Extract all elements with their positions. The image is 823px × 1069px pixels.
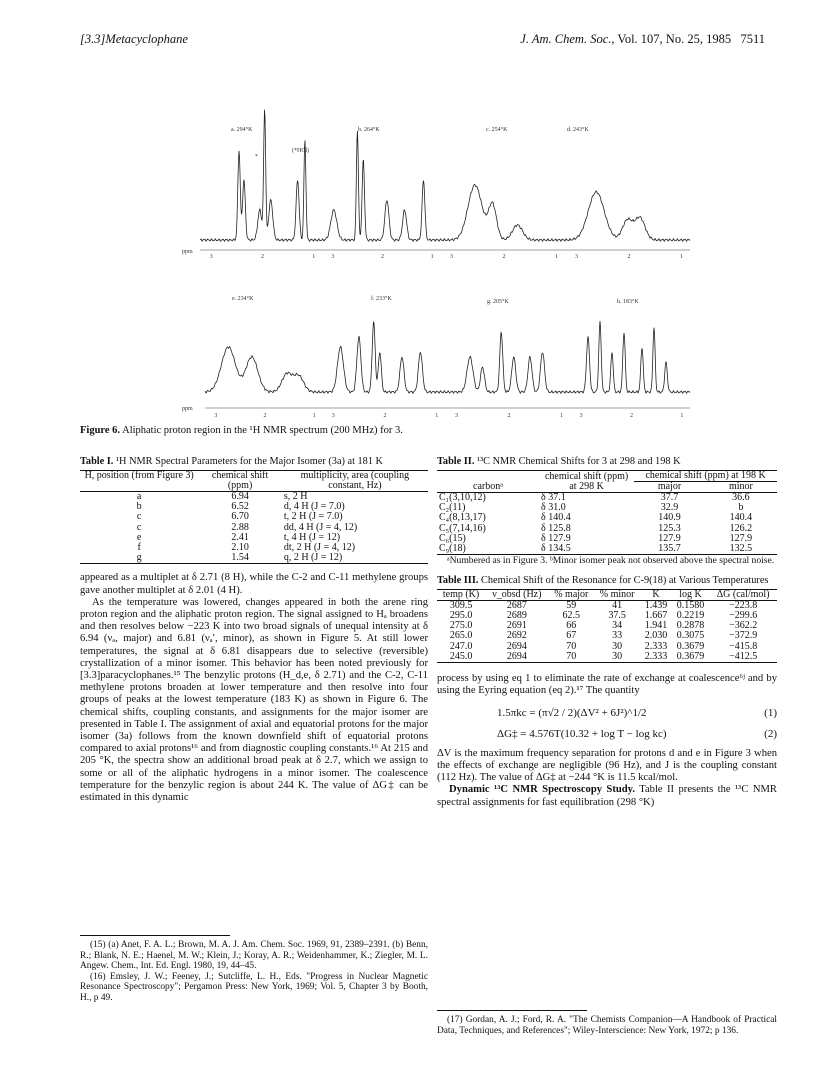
table1-cell: 6.70	[231, 511, 249, 523]
table3-cell: 70	[566, 640, 577, 652]
table2-cell: 140.9	[658, 512, 681, 524]
table3-cell: 247.0	[449, 640, 473, 652]
table3-cell: −362.2	[729, 620, 758, 632]
tick-label-bottom: 2	[630, 413, 633, 419]
table2-cell: C₅(7,14,16)	[439, 522, 486, 534]
right-paragraph-2: ΔV is the maximum frequency separation for protons d and e in Figure 3 when the effects of exchange are negligible (96 Hz), and J is the coupling constant (112 Hz). The value of ΔG‡ at −244 °K is 11.5 kcal/mol.	[437, 747, 777, 784]
table3-cell: 30	[612, 640, 623, 652]
table2-cell: δ 31.0	[541, 502, 566, 514]
table2-footnote: ᵃNumbered as in Figure 3. ᵇMinor isomer peak not observed above the spectral noise.	[447, 555, 775, 567]
equation-2-number: (2)	[764, 727, 777, 740]
tick-label-bottom: 1	[435, 413, 439, 419]
table2-cell: 126.2	[729, 522, 753, 534]
table1-row	[80, 543, 428, 553]
table3-row	[437, 611, 777, 621]
table3-cell: −372.9	[729, 630, 758, 642]
table2-cell: 32.9	[660, 502, 679, 514]
running-header-right: J. Am. Chem. Soc., Vol. 107, No. 25, 1985 7511	[520, 32, 765, 46]
table2-row	[437, 534, 777, 544]
impurity-star: *	[255, 154, 258, 160]
table3-cell: 0.2219	[676, 610, 705, 622]
tick-label-top: 2	[502, 254, 506, 260]
spectrum-trace-bottom-2	[445, 333, 570, 394]
tick-label-bottom: 3	[455, 413, 458, 419]
table1-cell: a	[136, 490, 142, 502]
tick-label-top: 2	[261, 254, 264, 260]
table2-cell: 140.4	[729, 512, 753, 524]
volume-info: Vol. 107, No. 25, 1985	[617, 32, 732, 46]
table1-row	[80, 512, 428, 522]
table3-cell: 2694	[506, 640, 527, 652]
spectrum-trace-top-2	[440, 184, 565, 241]
table1-cell: f	[137, 541, 141, 553]
table1-row	[80, 502, 428, 512]
tick-label-bottom: 2	[507, 413, 511, 419]
table1-cell: e	[136, 531, 142, 543]
table1-caption-text: ¹H NMR Spectral Parameters for the Major Isomer (3a) at 181 K	[115, 456, 383, 467]
table3-cell: 2694	[485, 652, 548, 663]
table2-cell: 36.6	[732, 491, 750, 503]
right-paragraph-3	[437, 784, 777, 808]
tick-label-top: 1	[555, 254, 558, 260]
table1-cell: 2.88	[231, 521, 249, 533]
right-paragraph-1: process by using eq 1 to eliminate the rate of exchange at coalescence⁶ʲ and by using the Eyring equation (eq 2).¹⁷ The quantity	[437, 673, 777, 697]
tick-label-bottom: 2	[263, 413, 267, 419]
table2-cell: 125.3	[658, 522, 681, 534]
right-footnotes	[437, 1010, 777, 1036]
table3-cell: 0.1580	[676, 599, 705, 611]
table1-row	[80, 553, 428, 564]
table3-cell: 2689	[506, 610, 527, 622]
tick-label-top: 2	[381, 254, 384, 260]
tick-label-top: 1	[680, 254, 683, 260]
tick-label-bottom: 3	[579, 413, 583, 419]
table3-cell: 34	[612, 620, 623, 632]
table2-cell: C₁(3,10,12)	[439, 491, 486, 503]
tick-label-bottom: 1	[560, 413, 563, 419]
table2-header-major: major	[634, 481, 705, 492]
spectrum-trace-top-3	[565, 191, 690, 241]
table1-caption	[80, 456, 428, 468]
footnote-rule	[80, 935, 230, 936]
table3-cell: 41	[612, 599, 623, 611]
spectrum-trace-top-0	[200, 110, 322, 242]
table1-cell: c	[136, 521, 142, 533]
left-paragraph-2: As the temperature was lowered, changes appeared in both the arene ring proton region and the aliphatic proton region. The signal assigned to Hₐ broadens and then resolves below −223 K into two broad signals of unequal intensity at δ 6.94 (νₐ, major) and 6.81 (νₐ′, minor), as shown in Figure 5. At still lower temperatures, the signal at δ 6.81 disappears due to selective (reversible) crystallization of a minor isomer. This behavior has been noted previously for [3.3]paracyclophanes.¹⁵ The benzylic protons (H_d,e, δ 2.71) and the C-2, C-11 methylene protons broaden at lower temperature and then resolve into four groups of peaks at the lowest temperature (183 K) as shown in Figure 6. The chemical shifts, coupling constants, and assignments for the major isomer are presented in Table I. The assignment of axial and equatorial protons for the major isomer (3a) follows from the known downfield shift of equatorial protons compared to axial protons¹⁶ and from diagnostic coupling constants.¹⁶ At 215 and 205 °K, the spectra show an additional broad peak at δ 2.7, which we assign to some or all of the aliphatic hydrogens in a minor isomer. The coalescence temperature for the benzylic region is about 244 K. The value of ΔG‡ can be estimated in this dynamic	[80, 596, 428, 803]
table2-row	[437, 544, 777, 555]
table2-row	[437, 503, 777, 513]
table1-cell: 6.52	[231, 501, 249, 513]
right-paragraph-3-text: Table II presents the ¹³C NMR spectral assignments for fast equilibration (298 °K)	[437, 784, 777, 808]
table3-row	[437, 600, 777, 611]
table3-header: % major	[549, 589, 594, 600]
table2-caption-label: Table II.	[437, 456, 475, 467]
table3-cell: 66	[566, 620, 577, 632]
tick-label-top: 3	[575, 254, 578, 260]
table2-cell: 127.9	[658, 532, 681, 544]
left-footnotes	[80, 935, 428, 1004]
table2-row	[437, 524, 777, 534]
panel-label-f: f. 233°K	[371, 296, 392, 302]
table3-cell: 0.3679	[672, 652, 710, 663]
table1-caption-label: Table I.	[80, 456, 114, 467]
tick-label-bottom: 3	[331, 413, 335, 419]
table2-caption-text: ¹³C NMR Chemical Shifts for 3 at 298 and 198 K	[476, 456, 681, 467]
table3-header: ΔG (cal/mol)	[709, 589, 777, 600]
table2-cell: 135.7	[634, 544, 705, 555]
table3-cell: 2.030	[644, 630, 668, 642]
table2-cell: 127.9	[729, 532, 753, 544]
table3-cell: 295.0	[449, 610, 473, 622]
table3-cell: 1.667	[644, 610, 668, 622]
table3-row	[437, 621, 777, 631]
table1-cell: t, 2 H (J = 7.0)	[283, 511, 343, 523]
table1-cell: d, 4 H (J = 7.0)	[283, 501, 345, 513]
table2-header-298: chemical shift (ppm) at 298 K	[539, 470, 634, 492]
panel-label-g: g. 205°K	[487, 299, 509, 305]
footnote-17: (17) Gordan, A. J.; Ford, R. A. "The Chemists Companion—A Handbook of Practical Data, Techniques, and References"; Wiley-Interscience: New York, 1972; p 136.	[437, 1015, 777, 1036]
left-paragraph-1: appeared as a multiplet at δ 2.71 (8 H), while the C-2 and C-11 methylene groups gave another multiplet at δ 2.01 (4 H).	[80, 572, 428, 596]
table3-cell: 245.0	[437, 652, 485, 663]
table1-cell: 6.94	[231, 490, 249, 502]
tick-label-bottom: 1	[680, 413, 684, 419]
table3-cell: 2692	[506, 630, 527, 642]
table1-cell: c	[136, 511, 142, 523]
table3-cell: 1.439	[644, 599, 668, 611]
tick-label-top: 3	[450, 254, 453, 260]
table3-header: ν_obsd (Hz)	[485, 589, 548, 600]
table3-row	[437, 652, 777, 663]
table1-cell: s, 2 H	[283, 490, 308, 502]
table1-cell: b	[136, 501, 142, 513]
table3-cell: 2.333	[644, 640, 668, 652]
table1-header: H, position (from Figure 3)	[80, 470, 198, 491]
running-header-left: [3.3]Metacyclophane	[80, 32, 188, 46]
table2-cell: δ 37.1	[541, 491, 566, 503]
table2-cell: δ 127.9	[541, 532, 571, 544]
ppm-label-bottom: ppm	[182, 406, 193, 412]
tick-label-top: 3	[331, 254, 335, 260]
table3-cell: 0.3679	[676, 640, 705, 652]
table3-cell: 70	[549, 652, 594, 663]
table1-row	[80, 491, 428, 502]
table3-cell: 2.333	[640, 652, 672, 663]
tick-label-top: 1	[312, 254, 316, 260]
tick-label-top: 2	[627, 254, 631, 260]
panel-label-b: b. 264°K	[358, 127, 380, 133]
table3-cell: 1.941	[644, 620, 668, 632]
table2-cell: b	[738, 502, 744, 514]
table3-cell: 62.5	[562, 610, 581, 622]
table2-cell: C₆(15)	[439, 532, 466, 544]
table2-header-minor: minor	[705, 481, 777, 492]
section-heading: Dynamic ¹³C NMR Spectroscopy Study.	[449, 784, 635, 796]
table1-cell: 1.54	[198, 553, 282, 564]
spectrum-trace-top-1	[322, 131, 440, 241]
table3-cell: 309.5	[449, 599, 473, 611]
panel-label-d: d. 243°K	[567, 127, 589, 133]
table2-cell: δ 140.4	[541, 512, 571, 524]
tick-label-top: 1	[430, 254, 434, 260]
table1-header: multiplicity, area (coupling constant, Hz)	[282, 470, 428, 491]
table2	[437, 470, 777, 556]
table3-cell: 2691	[506, 620, 527, 632]
footnote-rule	[437, 1010, 587, 1011]
table1-cell: dd, 4 H (J = 4, 12)	[283, 521, 358, 533]
table2-cell: δ 134.5	[539, 544, 634, 555]
table2-cell: 132.5	[705, 544, 777, 555]
table3-header: temp (K)	[437, 589, 485, 600]
table3-cell: 37.5	[608, 610, 626, 622]
panel-label-e: e. 234°K	[232, 296, 254, 302]
table3-caption-text: Chemical Shift of the Resonance for C-9(18) at Various Temperatures	[480, 575, 769, 587]
table2-cell: 37.7	[660, 491, 679, 503]
right-column	[437, 456, 777, 809]
table3-cell: 59	[566, 599, 577, 611]
footnote-16: (16) Emsley, J. W.; Feeney, J.; Sutcliffe, L. H., Eds. "Progress in Nuclear Magnetic Resonance Spectroscopy"; Pergamon Press: New York, 1969; Vol. 5, Chapter 3 by Booth, H., p 49.	[80, 971, 428, 1003]
equation-1	[497, 707, 777, 719]
table2-cell: C₄(8,13,17)	[439, 512, 486, 524]
hcl-label: (*HCl)	[292, 148, 309, 154]
page-number: 7511	[740, 32, 765, 46]
tick-label-top: 3	[209, 254, 213, 260]
table3-cell: 33	[612, 630, 623, 642]
table1-row	[80, 533, 428, 543]
tick-label-bottom: 2	[383, 413, 387, 419]
table2-header-198: chemical shift (ppm) at 198 K	[634, 470, 777, 481]
table3-cell: −223.8	[729, 599, 758, 611]
table3-caption	[437, 575, 777, 587]
panel-label-a: a. 294°K	[231, 127, 253, 133]
spectrum-trace-bottom-1	[322, 322, 445, 394]
journal-name: J. Am. Chem. Soc.	[520, 32, 612, 46]
figure-caption-label: Figure 6.	[80, 425, 121, 436]
table2-cell: C₂(11)	[439, 502, 466, 514]
panel-label-h: h. 183°K	[617, 299, 639, 305]
table3-row	[437, 631, 777, 641]
table1-cell: g	[80, 553, 198, 564]
table1-row	[80, 523, 428, 533]
figure-caption-text: Aliphatic proton region in the ¹H NMR spectrum (200 MHz) for 3.	[122, 425, 403, 436]
figure-caption	[80, 425, 403, 436]
spectrum-trace-bottom-0	[205, 347, 322, 393]
equation-1-number: (1)	[764, 707, 777, 720]
equation-2-body: ΔG‡ = 4.576T(10.32 + log T − log kc)	[497, 727, 667, 740]
table1	[80, 470, 428, 565]
table3-cell: 275.0	[449, 620, 473, 632]
table3-cell: 67	[566, 630, 577, 642]
table2-row	[437, 492, 777, 503]
table1-cell: dt, 2 H (J = 4, 12)	[283, 541, 356, 553]
ppm-label-top: ppm	[182, 249, 193, 255]
nmr-spectra-figure	[0, 0, 823, 425]
footnote-15: (15) (a) Anet, F. A. L.; Brown, M. A. J. Am. Chem. Soc. 1969, 91, 2389–2391. (b) Benn, R.; Blank, N. E.; Haenel, M. W.; Klein, J.; Koray, A. R.; Weidenhammer, K.; Ziegler, M. L. Angew. Chem., Int. Ed. Engl. 1980, 19, 44–45.	[80, 940, 428, 972]
table3-header: log K	[672, 589, 710, 600]
table2-caption	[437, 456, 777, 468]
spectrum-trace-bottom-3	[570, 321, 690, 393]
table3-cell: −412.5	[709, 652, 777, 663]
table3-cell: 0.3075	[676, 630, 705, 642]
table3-cell: 0.2878	[676, 620, 705, 632]
table2-cell: C₉(18)	[437, 544, 539, 555]
table3-caption-label: Table III.	[437, 575, 479, 587]
left-column	[80, 456, 428, 804]
table1-cell: 2.41	[231, 531, 249, 543]
table3-row	[437, 642, 777, 652]
table3-cell: 265.0	[449, 630, 473, 642]
table3-cell: 2687	[506, 599, 527, 611]
equation-2	[497, 728, 777, 740]
table2-header-carbon: carbonᵃ	[437, 470, 539, 492]
table3-cell: −299.6	[729, 610, 758, 622]
equation-1-body: 1.5πkc = (π√2 / 2)(ΔV² + 6J²)^1/2	[497, 707, 647, 720]
table1-header: chemical shift (ppm)	[198, 470, 282, 491]
table2-cell: δ 125.8	[541, 522, 571, 534]
table1-cell: 2.10	[231, 541, 249, 553]
table3	[437, 589, 777, 663]
table3-header: % minor	[594, 589, 640, 600]
table3-cell: −415.8	[729, 640, 758, 652]
tick-label-bottom: 3	[214, 413, 218, 419]
table2-row	[437, 513, 777, 523]
tick-label-bottom: 1	[312, 413, 316, 419]
table3-cell: 30	[594, 652, 640, 663]
table3-header: K	[640, 589, 672, 600]
table1-cell: t, 4 H (J = 12)	[283, 531, 341, 543]
table1-cell: q, 2 H (J = 12)	[282, 553, 428, 564]
panel-label-c: c. 254°K	[486, 127, 508, 133]
